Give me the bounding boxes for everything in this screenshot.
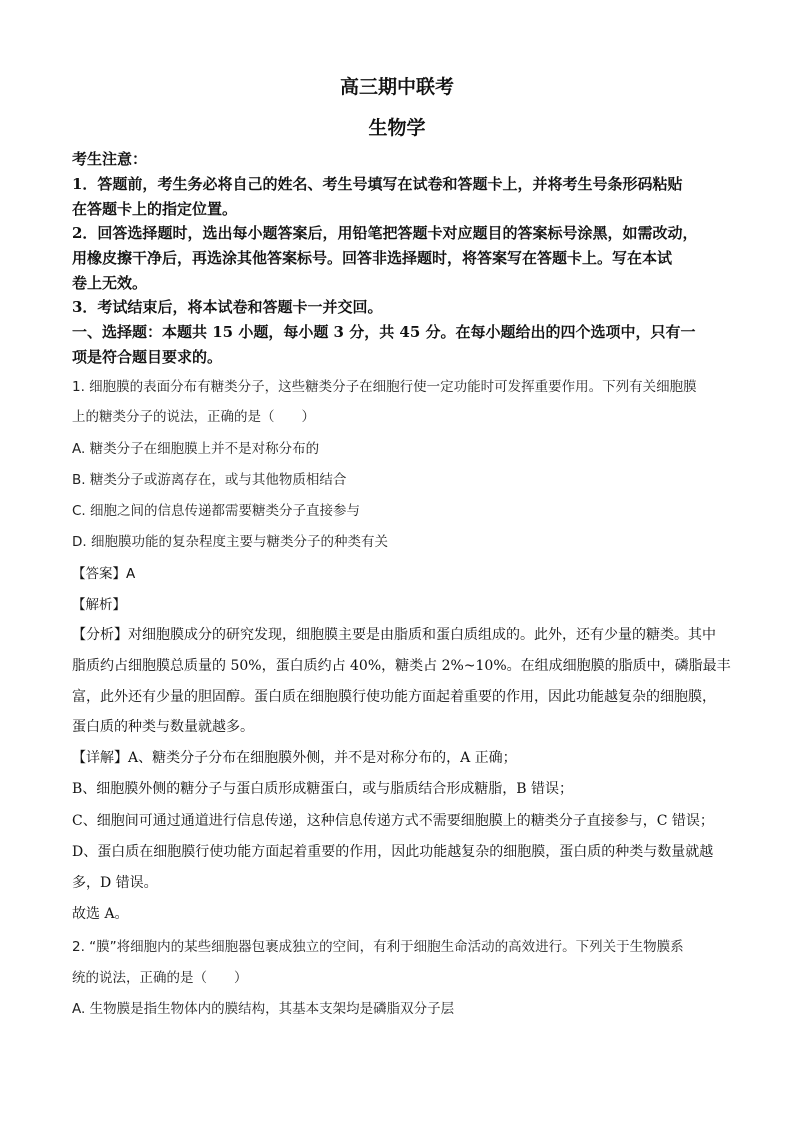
analysis-para-line-2: 脂质约占细胞膜总质量的 50%，蛋白质约占 40%，糖类占 2%~10%。在组成细胞膜的脂质中，磷脂最丰 bbox=[72, 658, 731, 674]
conclusion-line: 故选 A。 bbox=[72, 906, 129, 922]
question-1-option-b: B. 糖类分子或游离存在，或与其他物质相结合 bbox=[72, 472, 347, 488]
analysis-para-line-4: 蛋白质的种类与数量就越多。 bbox=[72, 719, 254, 735]
analysis-label: 【解析】 bbox=[72, 597, 126, 613]
answer-label: 【答案】A bbox=[72, 566, 136, 582]
notice-item-1: 1．答题前，考生务必将自己的姓名、考生号填写在试卷和答题卡上，并将考生号条形码粘贴 bbox=[72, 175, 683, 193]
exam-title: 高三期中联考 bbox=[339, 76, 454, 98]
section-heading-cont: 项是符合题目要求的。 bbox=[72, 348, 223, 366]
question-1-stem-cont: 上的糖类分子的说法，正确的是（ ） bbox=[72, 409, 315, 425]
question-1-option-c: C. 细胞之间的信息传递都需要糖类分子直接参与 bbox=[72, 503, 361, 519]
question-1-option-d: D. 细胞膜功能的复杂程度主要与糖类分子的种类有关 bbox=[72, 534, 388, 550]
notice-heading: 考生注意： bbox=[72, 150, 148, 168]
analysis-para-line-1: 【分析】对细胞膜成分的研究发现，细胞膜主要是由脂质和蛋白质组成的。此外，还有少量的糖类。其中 bbox=[72, 627, 716, 643]
question-2-stem-cont: 统的说法，正确的是（ ） bbox=[72, 970, 248, 986]
subject-title: 生物学 bbox=[368, 117, 426, 139]
notice-item-2: 2．回答选择题时，选出每小题答案后，用铅笔把答题卡对应题目的答案标号涂黑，如需改动， bbox=[72, 224, 698, 242]
notice-item-3: 3．考试结束后，将本试卷和答题卡一并交回。 bbox=[72, 298, 383, 316]
question-2-option-a: A. 生物膜是指生物体内的膜结构，其基本支架均是磷脂双分子层 bbox=[72, 1001, 455, 1017]
analysis-para-line-3: 富，此外还有少量的胆固醇。蛋白质在细胞膜行使功能方面起着重要的作用，因此功能越复杂的细胞膜， bbox=[72, 689, 716, 705]
notice-item-2-cont: 用橡皮擦干净后，再选涂其他答案标号。回答非选择题时，将答案写在答题卡上。写在本试 bbox=[72, 249, 673, 267]
detail-line-a: 【详解】A、糖类分子分布在细胞膜外侧，并不是对称分布的，A 正确； bbox=[72, 750, 517, 766]
notice-item-2-cont2: 卷上无效。 bbox=[72, 274, 148, 292]
detail-line-d-cont: 多，D 错误。 bbox=[72, 875, 158, 891]
question-2-stem: 2. “膜”将细胞内的某些细胞器包裹成独立的空间，有利于细胞生命活动的高效进行。下列关于生物膜系 bbox=[72, 939, 684, 955]
question-1-stem: 1. 细胞膜的表面分布有糖类分子，这些糖类分子在细胞行使一定功能时可发挥重要作用。下列有关细胞膜 bbox=[72, 379, 697, 395]
detail-line-d: D、蛋白质在细胞膜行使功能方面起着重要的作用，因此功能越复杂的细胞膜，蛋白质的种类与数量就越 bbox=[72, 844, 714, 860]
detail-line-c: C、细胞间可通过通道进行信息传递，这种信息传递方式不需要细胞膜上的糖类分子直接参与，C 错误； bbox=[72, 813, 714, 829]
detail-line-b: B、细胞膜外侧的糖分子与蛋白质形成糖蛋白，或与脂质结合形成糖脂，B 错误； bbox=[72, 781, 574, 797]
section-heading: 一、选择题：本题共 15 小题，每小题 3 分，共 45 分。在每小题给出的四个选项中，只有一 bbox=[72, 323, 696, 341]
question-1-option-a: A. 糖类分子在细胞膜上并不是对称分布的 bbox=[72, 441, 320, 457]
notice-item-1-cont: 在答题卡上的指定位置。 bbox=[72, 200, 238, 218]
